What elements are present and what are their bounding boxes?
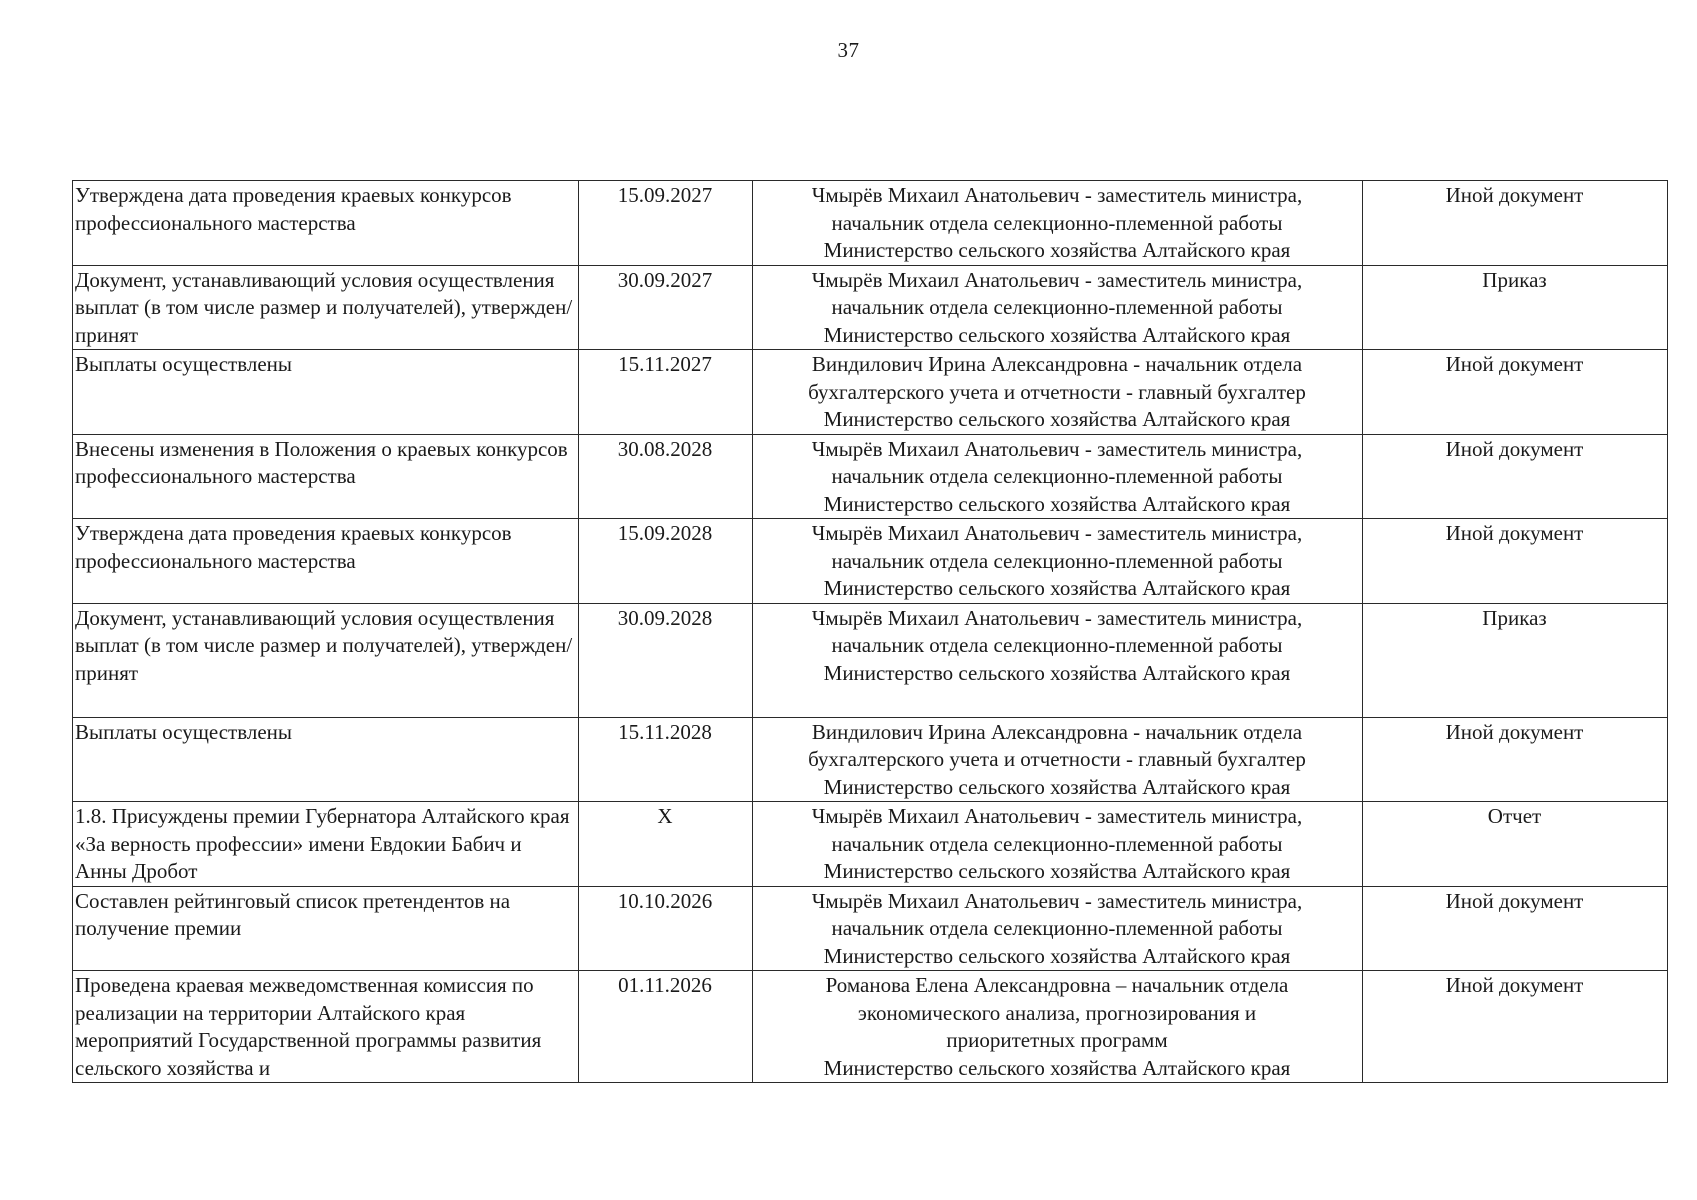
responsible-cell <box>753 717 1363 802</box>
event-cell: Утверждена дата проведения краевых конкурсов профессионального мастерства <box>73 519 579 604</box>
responsible-line: приоритетных программ <box>946 1028 1168 1052</box>
table-row <box>73 181 1668 266</box>
date-cell: 10.10.2026 <box>579 886 753 971</box>
event-cell: Выплаты осуществлены <box>73 717 579 802</box>
table-row <box>73 603 1668 717</box>
document-type-cell: Приказ <box>1363 265 1668 350</box>
responsible-line: Виндилович Ирина Александровна - начальник отдела <box>811 719 1303 744</box>
table-row <box>73 971 1668 1083</box>
responsible-cell <box>753 181 1363 266</box>
responsible-line: Министерство сельского хозяйства Алтайского края <box>823 1055 1291 1080</box>
responsible-line: Чмырёв Михаил Анатольевич - заместитель министра, <box>811 267 1303 292</box>
table-row <box>73 886 1668 971</box>
responsible-cell <box>753 802 1363 887</box>
responsible-line: начальник отдела селекционно-племенной работы <box>831 916 1283 940</box>
responsible-cell <box>753 886 1363 971</box>
event-cell: Внесены изменения в Положения о краевых конкурсов профессионального мастерства <box>73 434 579 519</box>
responsible-line: Виндилович Ирина Александровна - начальник отдела <box>811 352 1303 376</box>
document-type-cell: Отчет <box>1363 802 1668 887</box>
date-cell: 15.11.2027 <box>579 350 753 435</box>
document-type-cell: Иной документ <box>1363 519 1668 604</box>
event-cell: Утверждена дата проведения краевых конкурсов профессионального мастерства <box>73 181 579 266</box>
responsible-line: Чмырёв Михаил Анатольевич - заместитель министра, <box>811 436 1303 461</box>
table-row <box>73 434 1668 519</box>
responsible-line: бухгалтерского учета и отчетности - главный бухгалтер <box>808 379 1306 404</box>
responsible-line: начальник отдела селекционно-племенной работы <box>831 548 1283 573</box>
table-row <box>73 519 1668 604</box>
responsible-line: Министерство сельского хозяйства Алтайского края <box>823 576 1291 600</box>
responsible-cell <box>753 265 1363 350</box>
page-number: 37 <box>837 38 860 62</box>
responsible-cell <box>753 519 1363 604</box>
document-type-cell: Иной документ <box>1363 971 1668 1083</box>
responsible-line: Министерство сельского хозяйства Алтайского края <box>823 660 1291 685</box>
responsible-line: Министерство сельского хозяйства Алтайского края <box>823 238 1291 262</box>
table-row <box>73 265 1668 350</box>
table-row <box>73 802 1668 887</box>
responsible-line: Чмырёв Михаил Анатольевич - заместитель министра, <box>811 804 1303 828</box>
responsible-line: Чмырёв Михаил Анатольевич - заместитель министра, <box>811 605 1303 630</box>
responsible-line: начальник отдела селекционно-племенной работы <box>831 464 1283 488</box>
responsible-line: экономического анализа, прогнозирования и <box>857 1000 1257 1025</box>
responsible-cell <box>753 971 1363 1083</box>
event-cell: Документ, устанавливающий условия осуществления выплат (в том числе размер и получателей), утвержден/принят <box>73 603 579 717</box>
event-cell: Составлен рейтинговый список претендентов на получение премии <box>73 886 579 971</box>
document-type-cell: Иной документ <box>1363 886 1668 971</box>
responsible-line: Чмырёв Михаил Анатольевич - заместитель министра, <box>811 521 1303 545</box>
responsible-line: Министерство сельского хозяйства Алтайского края <box>823 407 1291 431</box>
document-type-cell: Иной документ <box>1363 181 1668 266</box>
responsible-line: Министерство сельского хозяйства Алтайского края <box>823 491 1291 516</box>
date-cell: X <box>579 802 753 887</box>
event-cell: Документ, устанавливающий условия осуществления выплат (в том числе размер и получателей), утвержден/принят <box>73 265 579 350</box>
document-type-cell: Иной документ <box>1363 717 1668 802</box>
date-cell: 15.09.2027 <box>579 181 753 266</box>
activities-table <box>72 180 1668 1083</box>
responsible-line: Чмырёв Михаил Анатольевич - заместитель министра, <box>811 888 1303 913</box>
responsible-line: начальник отдела селекционно-племенной работы <box>831 295 1283 319</box>
responsible-line: Министерство сельского хозяйства Алтайского края <box>823 774 1291 799</box>
responsible-cell <box>753 434 1363 519</box>
responsible-line: Романова Елена Александровна – начальник отдела <box>825 973 1289 997</box>
responsible-line: Чмырёв Михаил Анатольевич - заместитель министра, <box>811 183 1303 207</box>
event-cell: Выплаты осуществлены <box>73 350 579 435</box>
responsible-line: начальник отдела селекционно-племенной работы <box>831 831 1283 856</box>
responsible-line: Министерство сельского хозяйства Алтайского края <box>823 859 1291 883</box>
responsible-line: начальник отдела селекционно-племенной работы <box>831 633 1283 657</box>
responsible-cell <box>753 603 1363 717</box>
table-row <box>73 717 1668 802</box>
responsible-line: Министерство сельского хозяйства Алтайского края <box>823 943 1291 968</box>
date-cell: 30.09.2027 <box>579 265 753 350</box>
table-row <box>73 350 1668 435</box>
date-cell: 15.09.2028 <box>579 519 753 604</box>
document-type-cell: Приказ <box>1363 603 1668 717</box>
event-cell: Проведена краевая межведомственная комиссия по реализации на территории Алтайского края мероприятий Государственной программы развития сельского хозяйства и <box>73 971 579 1083</box>
document-type-cell: Иной документ <box>1363 434 1668 519</box>
event-cell: 1.8. Присуждены премии Губернатора Алтайского края «За верность профессии» имени Евдокии Бабич и Анны Дробот <box>73 802 579 887</box>
date-cell: 15.11.2028 <box>579 717 753 802</box>
responsible-cell <box>753 350 1363 435</box>
date-cell: 30.09.2028 <box>579 603 753 717</box>
date-cell: 01.11.2026 <box>579 971 753 1083</box>
responsible-line: бухгалтерского учета и отчетности - главный бухгалтер <box>808 747 1306 771</box>
document-type-cell: Иной документ <box>1363 350 1668 435</box>
responsible-line: начальник отдела селекционно-племенной работы <box>831 210 1283 235</box>
responsible-line: Министерство сельского хозяйства Алтайского края <box>823 322 1291 347</box>
table-body <box>73 181 1668 1083</box>
date-cell: 30.08.2028 <box>579 434 753 519</box>
